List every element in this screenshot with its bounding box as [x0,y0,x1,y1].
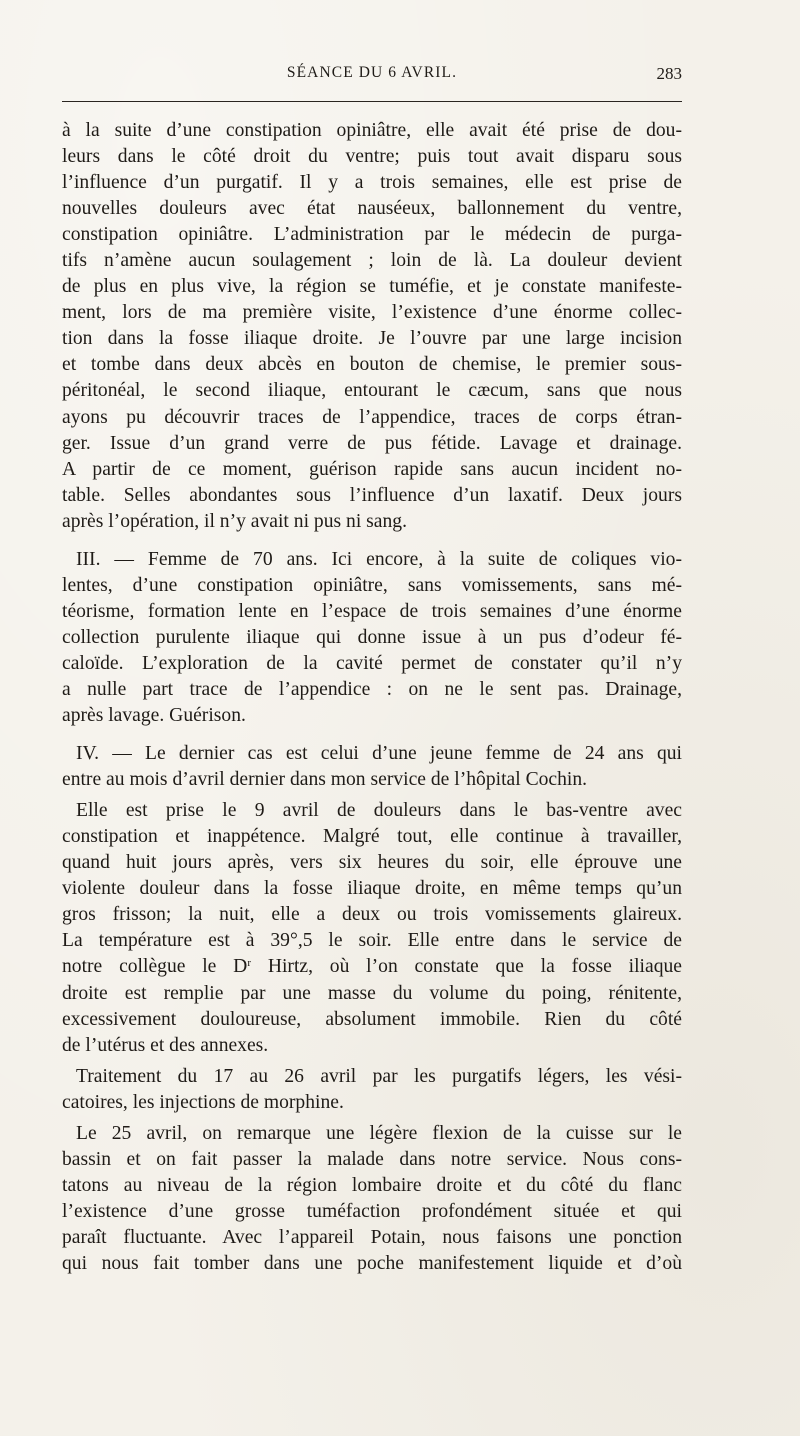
text-line: paraît fluctuante. Avec l’appareil Potain, nous faisons une ponction [62,1226,682,1248]
text-line: table. Selles abondantes sous l’influence d’un laxatif. Deux jours [62,484,682,506]
text-line: excessivement douloureuse, absolument immobile. Rien du côté [62,1008,682,1030]
text-line: tifs n’amène aucun soulagement ; loin de là. La douleur devient [62,250,682,272]
text-line: après lavage. Guérison. [62,705,246,727]
text-line: Traitement du 17 au 26 avril par les purgatifs légers, les vési- [76,1065,682,1087]
paragraph-case-iv-intro [62,741,682,793]
paragraph-case-ii-continued [62,118,682,535]
page-header [62,64,682,90]
text-line: péritonéal, le second iliaque, entourant le cæcum, sans que nous [62,380,682,402]
paragraph-treatment [62,1064,682,1116]
text-line: A partir de ce moment, guérison rapide sans aucun incident no- [62,458,682,480]
running-title: SÉANCE DU 6 AVRIL. [286,64,458,81]
text-line: III. — Femme de 70 ans. Ici encore, à la suite de coliques vio- [76,548,682,570]
text-line: constipation et inappétence. Malgré tout, elle continue à travailler, [62,826,682,848]
text-line: ment, lors de ma première visite, l’existence d’une énorme collec- [62,302,682,324]
text-line: et tombe dans deux abcès en bouton de chemise, le premier sous- [62,354,682,376]
text-line: lentes, d’une constipation opiniâtre, sans vomissements, sans mé- [62,574,682,596]
text-line: constipation opiniâtre. L’administration par le médecin de purga- [62,224,682,246]
text-line: de plus en plus vive, la région se tuméfie, et je constate manifeste- [62,276,682,298]
text-line: Le 25 avril, on remarque une légère flexion de la cuisse sur le [76,1122,682,1144]
text-line: l’influence d’un purgatif. Il y a trois semaines, elle est prise de [62,172,682,194]
paragraph-puncture [62,1121,682,1277]
text-line: téorisme, formation lente en l’espace de trois semaines d’une énorme [62,600,682,622]
text-line: La température est à 39°,5 le soir. Elle entre dans le service de [62,930,682,952]
text-line: violente douleur dans la fosse iliaque droite, en même temps qu’un [62,878,682,900]
paragraph-case-iii [62,547,682,729]
paragraph-case-iv-history [62,798,682,1058]
text-line: gros frisson; la nuit, elle a deux ou trois vomissements glaireux. [62,904,682,926]
text-line: à la suite d’une constipation opiniâtre, elle avait été prise de dou- [62,120,682,141]
text-line: après l’opération, il n’y avait ni pus ni sang. [62,510,407,532]
superscript: r [247,957,252,970]
text-line: caloïde. L’exploration de la cavité permet de constater qu’il n’y [62,652,682,674]
text-line: qui nous fait tomber dans une poche manifestement liquide et d’où [62,1252,682,1274]
text-line: IV. — Le dernier cas est celui d’une jeune femme de 24 ans qui [76,743,682,765]
text-line: nouvelles douleurs avec état nauséeux, ballonnement du ventre, [62,198,682,220]
text-line: a nulle part trace de l’appendice : on ne le sent pas. Drainage, [62,678,682,700]
text-line: ayons pu découvrir traces de l’appendice, traces de corps étran- [62,406,682,428]
text-line: Elle est prise le 9 avril de douleurs dans le bas-ventre avec [76,800,682,822]
text-line: collection purulente iliaque qui donne issue à un pus d’odeur fé- [62,626,682,648]
body-text [62,118,682,1277]
text-line: l’existence d’une grosse tuméfaction profondément située et qui [62,1200,682,1222]
text-line: de l’utérus et des annexes. [62,1034,269,1056]
text-line: catoires, les injections de morphine. [62,1091,344,1113]
text-line: droite est remplie par une masse du volume du poing, rénitente, [62,982,682,1004]
text-line: leurs dans le côté droit du ventre; puis tout avait disparu sous [62,146,682,168]
text-line: quand huit jours après, vers six heures du soir, elle éprouve une [62,852,682,874]
text-line: tatons au niveau de la région lombaire droite et du côté du flanc [62,1174,682,1196]
text-line: entre au mois d’avril dernier dans mon service de l’hôpital Cochin. [62,769,588,791]
text-fragment: Hirtz, où l’on constate que la fosse iliaque [251,956,682,978]
page-number: 283 [656,64,682,83]
text-line: bassin et on fait passer la malade dans notre service. Nous cons- [62,1148,682,1170]
text-line [62,954,682,980]
text-line: tion dans la fosse iliaque droite. Je l’ouvre par une large incision [62,328,682,350]
text-line: ger. Issue d’un grand verre de pus fétide. Lavage et drainage. [62,432,682,454]
text-fragment: notre collègue le D [62,956,248,978]
header-rule [62,101,682,102]
